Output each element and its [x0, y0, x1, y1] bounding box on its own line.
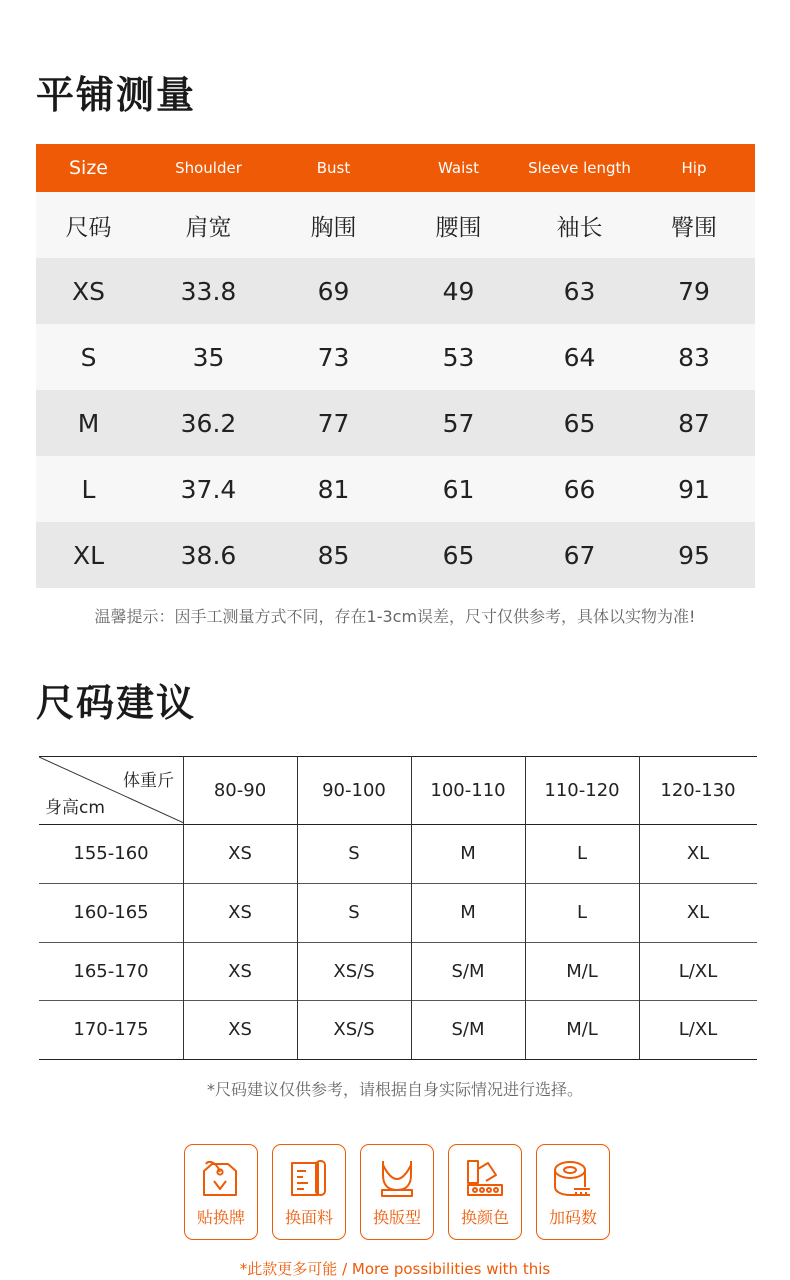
- more-possibilities-text: *此款更多可能 / More possibilities with this: [239, 1260, 551, 1278]
- size-cell: M: [460, 843, 476, 864]
- size-cell: L/XL: [678, 960, 718, 982]
- cell-sleeve: 64: [563, 342, 596, 372]
- service-label: 换版型: [372, 1208, 421, 1227]
- table-row: [36, 456, 755, 522]
- cell-bust: 69: [317, 276, 350, 306]
- cell-shoulder: 36.2: [180, 408, 237, 438]
- weight-header: 110-120: [544, 779, 620, 801]
- cell-sleeve: 67: [563, 540, 596, 570]
- size-cell: M/L: [566, 1019, 598, 1040]
- size-cell: XS/S: [333, 960, 375, 982]
- size-advice-note: *尺码建议仅供参考，请根据自身实际情况进行选择。: [206, 1080, 583, 1099]
- cell-shoulder: 38.6: [180, 540, 237, 570]
- cell-bust: 77: [317, 408, 350, 438]
- cell-sleeve: 65: [563, 408, 596, 438]
- header-size-cn: 尺码: [65, 214, 112, 241]
- service-button-size[interactable]: [536, 1144, 610, 1240]
- size-cell: S: [348, 902, 360, 923]
- service-label: 换颜色: [460, 1208, 509, 1227]
- header-size-en: Size: [68, 157, 108, 179]
- cell-sleeve: 66: [563, 474, 596, 504]
- service-label: 贴换牌: [196, 1208, 245, 1227]
- service-button-color[interactable]: [448, 1144, 522, 1240]
- cell-hip: 79: [678, 276, 710, 306]
- size-cell: M/L: [566, 960, 598, 982]
- cell-hip: 83: [678, 342, 710, 372]
- measurement-note: 温馨提示：因手工测量方式不同，存在1-3cm误差，尺寸仅供参考，具体以实物为准!: [94, 607, 696, 626]
- service-button-pattern[interactable]: [360, 1144, 434, 1240]
- weight-header: 80-90: [213, 779, 267, 801]
- header-waist-cn: 腰围: [435, 214, 482, 241]
- size-cell: XL: [686, 843, 710, 864]
- cell-hip: 87: [678, 408, 710, 438]
- weight-header: 90-100: [322, 779, 386, 801]
- size-cell: XS/S: [333, 1019, 375, 1040]
- cell-size: L: [81, 474, 96, 504]
- cell-sleeve: 63: [563, 276, 596, 306]
- header-row-english: [36, 144, 755, 192]
- header-hip-cn: 臀围: [671, 214, 717, 241]
- cell-bust: 81: [317, 474, 350, 504]
- size-cell: L: [576, 902, 588, 923]
- size-cell: XL: [686, 902, 710, 923]
- cell-size: M: [77, 408, 100, 438]
- cell-shoulder: 37.4: [180, 474, 237, 504]
- service-label: 换面料: [284, 1208, 333, 1227]
- service-label: 加码数: [548, 1208, 597, 1227]
- header-waist-en: Waist: [438, 159, 479, 177]
- cell-size: XS: [72, 276, 105, 306]
- cell-waist: 65: [442, 540, 475, 570]
- size-cell: S/M: [451, 960, 485, 982]
- size-advice-grid: [39, 756, 757, 1059]
- table-row: [36, 258, 755, 324]
- header-sleeve-en: Sleeve length: [528, 159, 631, 177]
- size-cell: XS: [228, 960, 252, 982]
- cell-size: XL: [72, 540, 105, 570]
- header-shoulder-cn: 肩宽: [185, 214, 232, 241]
- weight-header: 100-110: [430, 779, 506, 801]
- header-bust-en: Bust: [316, 159, 351, 177]
- header-bust-cn: 胸围: [310, 214, 357, 241]
- service-buttons: [184, 1144, 610, 1242]
- corner-height-label: 身高cm: [45, 798, 105, 818]
- size-cell: M: [460, 902, 476, 923]
- grid-row-line: [39, 1059, 757, 1060]
- size-cell: XS: [228, 843, 252, 864]
- size-cell: L: [576, 843, 588, 864]
- cell-waist: 53: [442, 342, 475, 372]
- service-button-fabric[interactable]: [272, 1144, 346, 1240]
- size-cell: XS: [228, 1019, 252, 1040]
- cell-hip: 91: [678, 474, 710, 504]
- corner-weight-label: 体重斤: [123, 771, 174, 791]
- cell-waist: 61: [442, 474, 475, 504]
- cell-waist: 57: [442, 408, 475, 438]
- header-sleeve-cn: 袖长: [556, 214, 603, 241]
- cell-waist: 49: [442, 276, 475, 306]
- header-hip-en: Hip: [681, 159, 707, 177]
- size-cell: L/XL: [678, 1019, 718, 1040]
- cell-bust: 73: [317, 342, 350, 372]
- tag-icon: [198, 1157, 244, 1199]
- flat-measure-title: 平铺测量: [36, 73, 197, 117]
- height-label: 155-160: [73, 843, 149, 864]
- cell-size: S: [80, 342, 97, 372]
- size-cell: XS: [228, 902, 252, 923]
- table-row: [36, 522, 755, 588]
- cell-shoulder: 33.8: [180, 276, 237, 306]
- service-button-tag[interactable]: [184, 1144, 258, 1240]
- header-row-chinese: [36, 192, 755, 258]
- cell-shoulder: 35: [192, 342, 225, 372]
- table-row: [36, 324, 755, 390]
- cell-hip: 95: [678, 540, 710, 570]
- header-shoulder-en: Shoulder: [175, 159, 242, 177]
- fabric-roll-icon: [286, 1157, 332, 1199]
- height-label: 170-175: [73, 1019, 149, 1040]
- tape-measure-icon: [550, 1157, 596, 1199]
- bra-icon: [374, 1157, 420, 1199]
- size-advice-title: 尺码建议: [36, 681, 197, 725]
- size-cell: S: [348, 843, 360, 864]
- height-label: 160-165: [73, 902, 149, 923]
- size-cell: S/M: [451, 1019, 485, 1040]
- height-label: 165-170: [73, 960, 149, 982]
- table-row: [36, 390, 755, 456]
- measurement-table: [36, 144, 755, 588]
- color-swatch-icon: [462, 1157, 508, 1199]
- weight-header: 120-130: [660, 779, 736, 801]
- cell-bust: 85: [317, 540, 350, 570]
